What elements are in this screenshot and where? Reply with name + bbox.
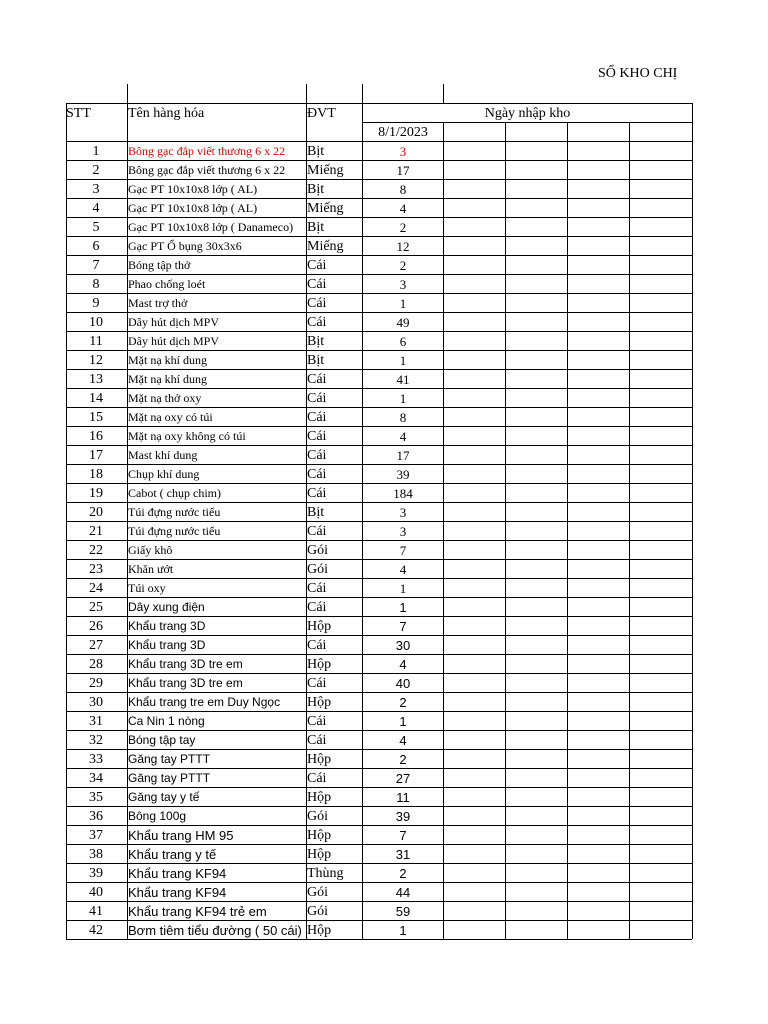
row-stt: 15 [89, 410, 103, 425]
row-unit: Bịt [307, 220, 325, 235]
row-quantity: 27 [395, 771, 411, 786]
row-unit: Cái [307, 486, 327, 501]
grid-line-vertical [127, 84, 128, 103]
row-item-name: Khẩu trang KF94 [128, 866, 227, 881]
row-quantity: 39 [395, 809, 411, 824]
row-item-name: Gạc PT 10x10x8 lớp ( AL) [128, 201, 258, 215]
row-quantity: 184 [393, 486, 413, 501]
grid-line-vertical [567, 122, 568, 939]
row-item-name: Túi đựng nước tiểu [128, 505, 221, 519]
row-stt: 31 [89, 714, 103, 729]
row-quantity: 44 [395, 885, 411, 900]
row-stt: 33 [89, 752, 103, 767]
row-quantity: 59 [395, 904, 411, 919]
row-stt: 34 [89, 771, 103, 786]
row-unit: Hộp [307, 828, 332, 843]
grid-line-vertical [443, 122, 444, 939]
row-item-name: Bông gạc đắp viết thương 6 x 22 [128, 144, 286, 158]
row-unit: Gói [307, 543, 328, 558]
row-unit: Cái [307, 467, 327, 482]
row-quantity: 11 [396, 790, 410, 805]
row-stt: 6 [92, 239, 100, 254]
row-quantity: 7 [399, 543, 407, 558]
row-stt: 11 [89, 334, 103, 349]
row-quantity: 4 [399, 562, 407, 577]
row-item-name: Mast khí dung [128, 448, 198, 462]
row-unit: Hộp [307, 790, 332, 805]
row-quantity: 2 [399, 220, 407, 235]
grid-line-vertical [362, 84, 363, 103]
row-unit: Cái [307, 714, 327, 729]
grid-line-vertical [443, 84, 444, 103]
row-quantity: 1 [399, 391, 407, 406]
row-stt: 21 [89, 524, 103, 539]
row-quantity: 4 [399, 201, 407, 216]
row-unit: Cái [307, 448, 327, 463]
row-unit: Miếng [307, 163, 344, 178]
row-item-name: Khẩu trang y tế [128, 847, 217, 862]
row-stt: 3 [92, 182, 100, 197]
row-item-name: Dây hút dịch MPV [128, 315, 219, 329]
row-stt: 37 [89, 828, 103, 843]
row-quantity: 2 [399, 258, 407, 273]
row-unit: Bịt [307, 182, 325, 197]
row-quantity: 7 [399, 619, 407, 634]
row-stt: 36 [89, 809, 103, 824]
row-stt: 27 [89, 638, 103, 653]
row-unit: Cái [307, 600, 327, 615]
row-item-name: Gạc PT Ổ bụng 30x3x6 [128, 239, 242, 253]
row-unit: Hộp [307, 619, 332, 634]
row-item-name: Bóng tập thở [128, 258, 191, 272]
row-item-name: Phao chống loét [128, 277, 206, 291]
row-unit: Cái [307, 315, 327, 330]
row-quantity: 1 [399, 923, 407, 938]
row-item-name: Khẩu trang 3D tre em [128, 676, 243, 690]
row-quantity: 39 [396, 467, 410, 482]
row-quantity: 6 [399, 334, 407, 349]
row-item-name: Bóng tập tay [128, 733, 196, 747]
row-stt: 19 [89, 486, 103, 501]
row-unit: Hộp [307, 695, 332, 710]
row-unit: Cái [307, 581, 327, 596]
row-unit: Cái [307, 429, 327, 444]
row-quantity: 8 [399, 182, 407, 197]
row-quantity: 1 [399, 353, 407, 368]
row-quantity: 41 [396, 372, 410, 387]
row-item-name: Gạc PT 10x10x8 lớp ( AL) [128, 182, 258, 196]
row-quantity: 4 [399, 429, 407, 444]
row-stt: 5 [92, 220, 100, 235]
row-stt: 28 [89, 657, 103, 672]
row-stt: 22 [89, 543, 103, 558]
grid-line-vertical [306, 84, 307, 103]
header-item-name: Tên hàng hóa [128, 106, 205, 121]
header-date-column: 8/1/2023 [378, 125, 428, 140]
row-stt: 17 [89, 448, 103, 463]
row-unit: Gói [307, 562, 328, 577]
row-unit: Bịt [307, 334, 325, 349]
row-stt: 16 [89, 429, 103, 444]
row-unit: Cái [307, 296, 327, 311]
row-unit: Bịt [307, 353, 325, 368]
row-quantity: 4 [399, 733, 407, 748]
row-stt: 7 [92, 258, 100, 273]
row-quantity: 3 [399, 524, 407, 539]
row-quantity: 17 [396, 163, 410, 178]
row-quantity: 49 [396, 315, 410, 330]
row-item-name: Túi đựng nước tiểu [128, 524, 221, 538]
row-item-name: Mặt nạ thở oxy [128, 391, 202, 405]
row-item-name: Găng tay PTTT [128, 752, 211, 766]
row-quantity: 4 [399, 657, 407, 672]
row-item-name: Mast trợ thở [128, 296, 188, 310]
row-item-name: Khăn ướt [128, 562, 174, 576]
row-stt: 35 [89, 790, 103, 805]
row-item-name: Mặt nạ oxy có túi [128, 410, 213, 424]
row-unit: Cái [307, 258, 327, 273]
row-unit: Hộp [307, 923, 332, 938]
header-import-date-group: Ngày nhập kho [484, 106, 571, 121]
row-quantity: 3 [399, 277, 407, 292]
row-stt: 26 [89, 619, 103, 634]
row-quantity: 1 [399, 600, 407, 615]
row-unit: Cái [307, 372, 327, 387]
row-stt: 42 [89, 923, 103, 938]
row-quantity: 7 [399, 828, 407, 843]
row-item-name: Khẩu trang KF94 [128, 885, 227, 900]
row-item-name: Mặt nạ khí dung [128, 372, 207, 386]
row-stt: 12 [89, 353, 103, 368]
row-stt: 24 [89, 581, 103, 596]
row-item-name: Bơm tiêm tiểu đường ( 50 cái) [128, 923, 302, 938]
row-unit: Gói [307, 885, 328, 900]
grid-line-vertical [692, 103, 693, 939]
row-unit: Cái [307, 391, 327, 406]
row-unit: Gói [307, 809, 328, 824]
row-unit: Cái [307, 277, 327, 292]
row-stt: 29 [89, 676, 103, 691]
row-quantity: 1 [399, 581, 407, 596]
row-item-name: Bông 100g [128, 809, 187, 823]
grid-line-vertical [505, 122, 506, 939]
row-item-name: Mặt nạ oxy không có túi [128, 429, 246, 443]
row-item-name: Khẩu trang 3D [128, 638, 206, 652]
row-quantity: 8 [399, 410, 407, 425]
row-item-name: Găng tay y tế [128, 790, 200, 804]
row-stt: 39 [89, 866, 103, 881]
row-item-name: Gạc PT 10x10x8 lớp ( Danameco) [128, 220, 294, 234]
row-unit: Gói [307, 904, 328, 919]
row-item-name: Chụp khí dung [128, 467, 200, 481]
row-quantity: 40 [395, 676, 411, 691]
row-item-name: Khẩu trang 3D tre em [128, 657, 243, 671]
row-unit: Bịt [307, 505, 325, 520]
row-item-name: Khẩu trang KF94 trẻ em [128, 904, 267, 919]
row-stt: 41 [89, 904, 103, 919]
row-stt: 18 [89, 467, 103, 482]
row-item-name: Cabot ( chụp chim) [128, 486, 221, 500]
row-stt: 14 [89, 391, 103, 406]
row-stt: 10 [89, 315, 103, 330]
row-quantity: 2 [399, 695, 407, 710]
row-stt: 23 [89, 562, 103, 577]
row-quantity: 3 [399, 144, 407, 159]
row-unit: Hộp [307, 847, 332, 862]
row-stt: 13 [89, 372, 103, 387]
row-item-name: Khẩu trang 3D [128, 619, 206, 633]
row-unit: Hộp [307, 752, 332, 767]
row-stt: 38 [89, 847, 103, 862]
row-unit: Cái [307, 676, 327, 691]
row-stt: 20 [89, 505, 103, 520]
row-stt: 32 [89, 733, 103, 748]
row-unit: Hộp [307, 657, 332, 672]
row-stt: 25 [89, 600, 103, 615]
row-stt: 4 [92, 201, 100, 216]
row-item-name: Dây xung điện [128, 600, 205, 614]
row-quantity: 2 [399, 752, 407, 767]
row-stt: 40 [89, 885, 103, 900]
row-unit: Thùng [307, 866, 344, 881]
row-stt: 9 [92, 296, 100, 311]
row-item-name: Dây hút dịch MPV [128, 334, 219, 348]
row-stt: 8 [92, 277, 100, 292]
row-item-name: Khẩu trang HM 95 [128, 828, 234, 843]
row-unit: Cái [307, 638, 327, 653]
row-quantity: 2 [399, 866, 407, 881]
row-quantity: 3 [399, 505, 407, 520]
row-item-name: Ca Nin 1 nòng [128, 714, 205, 728]
row-item-name: Mặt nạ khí dung [128, 353, 207, 367]
row-stt: 2 [92, 163, 100, 178]
row-item-name: Bông gạc đắp viết thương 6 x 22 [128, 163, 286, 177]
row-unit: Bịt [307, 144, 325, 159]
row-unit: Cái [307, 410, 327, 425]
row-unit: Cái [307, 733, 327, 748]
row-item-name: Giấy khô [128, 543, 173, 557]
row-quantity: 12 [396, 239, 410, 254]
ledger-title: SỔ KHO CHỊ [598, 66, 678, 81]
row-unit: Miếng [307, 239, 344, 254]
grid-line-vertical [629, 122, 630, 939]
row-quantity: 31 [395, 847, 411, 862]
row-stt: 30 [89, 695, 103, 710]
row-quantity: 1 [399, 714, 407, 729]
row-item-name: Khẩu trang tre em Duy Ngọc [128, 695, 281, 709]
row-quantity: 17 [396, 448, 410, 463]
stock-ledger-table [66, 84, 692, 946]
row-quantity: 1 [399, 296, 407, 311]
row-unit: Cái [307, 524, 327, 539]
header-stt: STT [66, 106, 91, 121]
header-unit: ĐVT [307, 106, 336, 121]
row-item-name: Túi oxy [128, 581, 166, 595]
row-stt: 1 [92, 144, 100, 159]
row-item-name: Găng tay PTTT [128, 771, 211, 785]
row-quantity: 30 [395, 638, 411, 653]
row-unit: Cái [307, 771, 327, 786]
row-unit: Miếng [307, 201, 344, 216]
